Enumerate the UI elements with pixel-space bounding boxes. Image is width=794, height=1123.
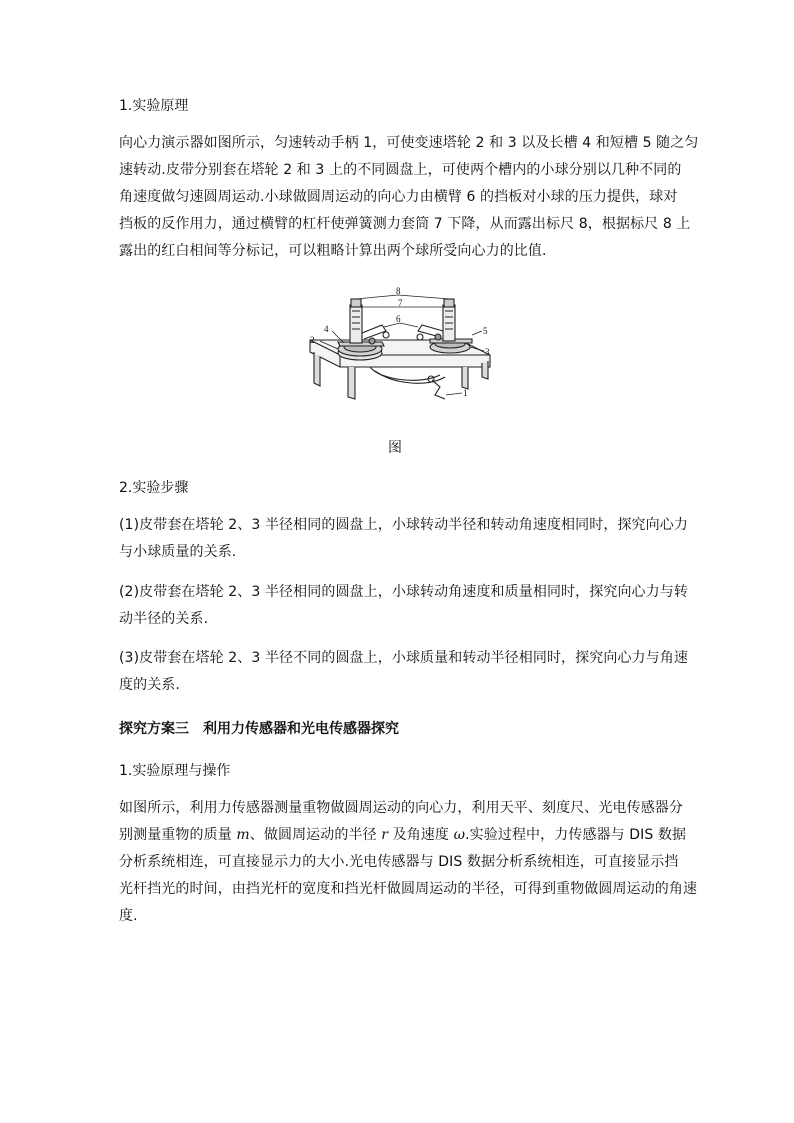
label-2: 2: [310, 335, 315, 345]
label-4: 4: [324, 324, 329, 334]
centripetal-force-apparatus-figure: [300, 285, 500, 410]
paragraph-line: 分析系统相连，可直接显示力的大小.光电传感器与 DIS 数据分析系统相连，可直接显示挡: [119, 854, 679, 870]
step-line: 与小球质量的关系.: [119, 544, 237, 560]
paragraph-line: 挡板的反作用力，通过横臂的杠杆使弹簧测力套筒 7 下降，从而露出标尺 8，根据标尺 8 上: [119, 216, 691, 232]
paragraph-line: 如图所示，利用力传感器测量重物做圆周运动的向心力，利用天平、刻度尺、光电传感器分: [119, 800, 683, 816]
heading-text: 2.实验步骤: [119, 480, 189, 496]
label-3: 3: [485, 347, 490, 357]
step-line: 动半径的关系.: [119, 611, 209, 627]
text-run: 别测量重物的质量: [119, 827, 232, 843]
label-1: 1: [463, 388, 468, 398]
principle-paragraph: [119, 131, 699, 263]
text-run: 、做圆周运动的半径: [249, 827, 377, 843]
label-6: 6: [396, 314, 401, 324]
step-line: 度的关系.: [119, 677, 180, 693]
label-5: 5: [483, 326, 488, 336]
title-text: 探究方案三 利用力传感器和光电传感器探究: [119, 721, 399, 737]
paragraph-line: 角速度做匀速圆周运动.小球做圆周运动的向心力由横臂 6 的挡板对小球的压力提供，球对: [119, 189, 678, 205]
text-run: .实验过程中，力传感器与 DIS 数据: [465, 827, 687, 843]
variable-omega: ω: [453, 827, 466, 843]
scheme-three-title: [119, 718, 679, 740]
paragraph-line: 露出的红白相间等分标记，可以粗略计算出两个球所受向心力的比值.: [119, 243, 547, 259]
section-heading-principle: [119, 95, 679, 117]
paragraph-line: 向心力演示器如图所示，匀速转动手柄 1，可使变速塔轮 2 和 3 以及长槽 4 和短槽 5 随之匀: [119, 135, 699, 151]
step-line: (3)皮带套在塔轮 2、3 半径不同的圆盘上，小球质量和转动半径相同时，探究向心力与角速: [119, 650, 688, 666]
label-7: 7: [398, 298, 403, 308]
heading-text: 1.实验原理与操作: [119, 763, 231, 779]
figure-caption: 图: [388, 440, 402, 456]
paragraph-line: 光杆挡光的时间，由挡光杆的宽度和挡光杆做圆周运动的半径，可得到重物做圆周运动的角速: [119, 881, 698, 897]
variable-m: m: [236, 827, 250, 843]
paragraph-line: 速转动.皮带分别套在塔轮 2 和 3 上的不同圆盘上，可使两个槽内的小球分别以几种不同的: [119, 162, 682, 178]
text-run: 及角速度: [392, 827, 449, 843]
section-heading-principle-operation: [119, 760, 679, 782]
step-item: [119, 580, 688, 631]
scheme-three-paragraph: [119, 796, 698, 928]
step-line: (1)皮带套在塔轮 2、3 半径相同的圆盘上，小球转动半径和转动角速度相同时，探究向心力: [119, 517, 688, 533]
step-item: [119, 513, 688, 564]
label-8: 8: [396, 286, 401, 296]
step-item: [119, 646, 688, 697]
paragraph-line: [119, 823, 687, 847]
section-heading-steps: [119, 477, 679, 499]
heading-text: 1.实验原理: [119, 98, 189, 114]
variable-r: r: [381, 827, 389, 843]
paragraph-line: 度.: [119, 908, 138, 924]
step-line: (2)皮带套在塔轮 2、3 半径相同的圆盘上，小球转动角速度和质量相同时，探究向心力与转: [119, 584, 688, 600]
